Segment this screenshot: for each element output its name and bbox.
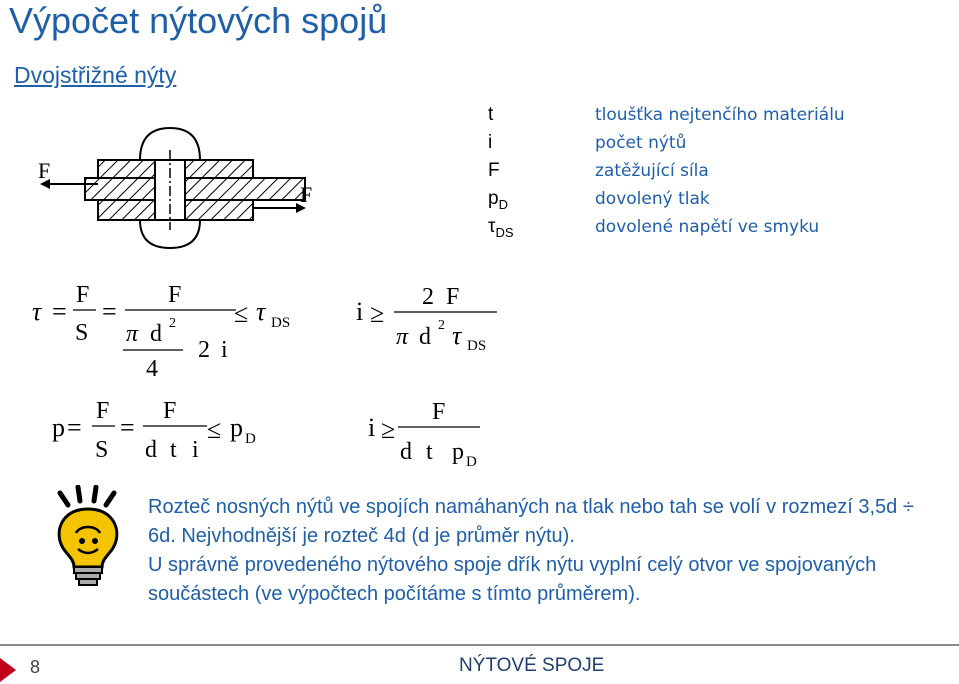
- svg-text:4: 4: [146, 356, 158, 382]
- svg-text:F: F: [76, 282, 90, 308]
- legend-description: tloušťka nejtenčího materiálu: [595, 105, 845, 125]
- svg-text:i: i: [221, 337, 228, 363]
- svg-text:p: p: [52, 413, 65, 442]
- page-number: 8: [30, 657, 41, 677]
- legend-symbol: i: [488, 132, 493, 153]
- legend-description: dovolený tlak: [595, 189, 710, 209]
- svg-text:F: F: [446, 284, 460, 310]
- legend-description: dovolené napětí ve smyku: [595, 217, 820, 237]
- legend-symbol: F: [488, 160, 500, 181]
- formula-rivets-shear: [352, 278, 512, 358]
- legend-symbol: $p_D$: [488, 188, 508, 212]
- svg-text:τ: τ: [32, 297, 42, 326]
- svg-text:S: S: [75, 320, 89, 346]
- svg-text:i: i: [356, 297, 364, 326]
- svg-text:i: i: [192, 437, 199, 463]
- svg-text:DS: DS: [467, 338, 487, 354]
- svg-text:τ: τ: [256, 297, 266, 326]
- svg-text:≥: ≥: [381, 415, 396, 444]
- legend-symbol: t: [488, 104, 494, 125]
- svg-text:2: 2: [422, 284, 434, 310]
- svg-text:F: F: [96, 398, 110, 424]
- svg-text:d: d: [419, 324, 431, 350]
- svg-text:p: p: [230, 413, 243, 442]
- svg-text:d: d: [400, 439, 412, 465]
- svg-text:=: =: [120, 413, 135, 442]
- slide-subtitle: Dvojstřižné nýty: [14, 62, 177, 88]
- svg-text:d: d: [150, 321, 162, 347]
- footer-arrow-icon: [0, 656, 22, 684]
- svg-text:F: F: [168, 282, 182, 308]
- note-paragraph: U správně provedeného nýtového spoje dřík nýtu vyplní celý otvor ve spojovaných součástech (ve výpočtech počítáme s tímto průměrem).: [148, 554, 877, 605]
- svg-text:DS: DS: [271, 315, 291, 331]
- inner-plate: [85, 178, 305, 200]
- rivet-joint-diagram: [30, 120, 330, 255]
- svg-text:D: D: [466, 454, 477, 470]
- svg-text:=: =: [102, 297, 117, 326]
- rivet-pitch-note: [148, 493, 938, 609]
- formula-bearing-pressure: [50, 395, 280, 470]
- svg-text:t: t: [170, 437, 177, 463]
- force-label-left: F: [38, 158, 51, 183]
- svg-text:D: D: [245, 431, 256, 447]
- svg-text:=: =: [67, 413, 82, 442]
- svg-text:S: S: [95, 437, 109, 463]
- svg-text:2: 2: [198, 337, 210, 363]
- legend-symbol: $\tau_{DS}$: [488, 216, 514, 240]
- svg-text:F: F: [432, 399, 446, 425]
- force-label-right: F: [300, 182, 313, 207]
- footer-divider: [0, 644, 959, 646]
- svg-text:F: F: [163, 398, 177, 424]
- svg-text:π: π: [396, 324, 409, 350]
- note-paragraph: Rozteč nosných nýtů ve spojích namáhaných na tlak nebo tah se volí v rozmezí 3,5d ÷ 6d. Nejvhodnější je rozteč 4d (d je průměr nýtu).: [148, 496, 914, 547]
- svg-text:t: t: [426, 439, 433, 465]
- legend-description: počet nýtů: [595, 133, 687, 153]
- svg-text:≤: ≤: [234, 299, 249, 328]
- svg-text:≤: ≤: [207, 415, 222, 444]
- slide-title: Výpočet nýtových spojů: [9, 0, 388, 41]
- formula-shear-stress: [28, 278, 303, 383]
- svg-text:=: =: [52, 297, 67, 326]
- svg-text:2: 2: [169, 316, 176, 331]
- footer-title: NÝTOVÉ SPOJE: [459, 655, 605, 676]
- svg-text:d: d: [145, 437, 157, 463]
- svg-text:i: i: [368, 413, 376, 442]
- svg-text:≥: ≥: [370, 299, 385, 328]
- svg-text:π: π: [126, 321, 139, 347]
- svg-text:2: 2: [438, 318, 445, 333]
- lightbulb-icon: [48, 485, 128, 590]
- svg-text:τ: τ: [452, 321, 462, 350]
- svg-text:p: p: [452, 439, 464, 465]
- legend-description: zatěžující síla: [595, 161, 709, 181]
- formula-rivets-bearing: [366, 395, 506, 475]
